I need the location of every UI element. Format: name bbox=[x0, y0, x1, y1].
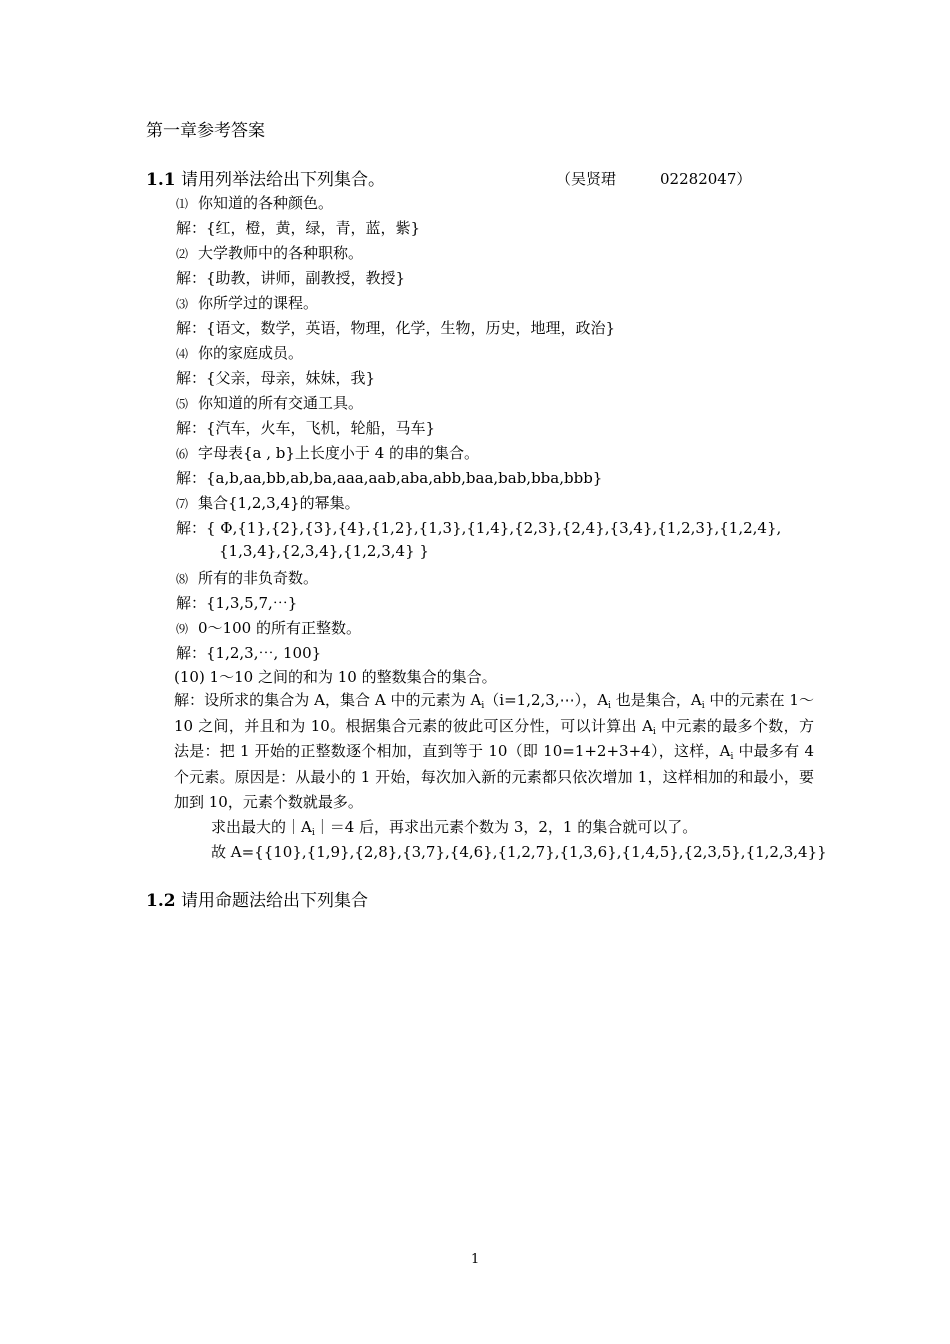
question-text: 大学教师中的各种职称。 bbox=[198, 244, 364, 262]
answer-text: 解：{ Φ,{1},{2},{3},{4},{1,2},{1,3},{1,4},{2,3},{2,4},{3,4},{1,2,3},{1,2,4}, bbox=[176, 519, 782, 537]
answer-8 bbox=[176, 592, 297, 613]
item-marker: ⑴ bbox=[176, 197, 189, 211]
section-number: 1.2 bbox=[146, 891, 176, 911]
section-heading-1-2 bbox=[146, 886, 368, 911]
line-text: ｜＝4 后，再求出元素个数为 3，2，1 的集合就可以了。 bbox=[314, 818, 698, 836]
chapter-title: 第一章参考答案 bbox=[146, 121, 265, 141]
answer-10-paragraph bbox=[174, 688, 814, 816]
subscript: i bbox=[481, 701, 485, 711]
answer-7 bbox=[176, 517, 781, 538]
answer-1 bbox=[176, 217, 420, 238]
question-2 bbox=[176, 242, 363, 263]
subscript: i bbox=[608, 701, 611, 711]
question-text: 你的家庭成员。 bbox=[198, 344, 304, 362]
question-10 bbox=[174, 666, 497, 687]
question-4 bbox=[176, 342, 303, 363]
answer-10-max bbox=[211, 816, 697, 837]
answer-3 bbox=[176, 317, 615, 338]
item-marker: ⑸ bbox=[176, 397, 189, 411]
item-marker: ⑹ bbox=[176, 447, 189, 461]
para-text: 也是集合，A bbox=[610, 691, 702, 709]
item-marker: ⑼ bbox=[176, 622, 189, 636]
question-1 bbox=[176, 192, 333, 213]
answer-text: 解：{父亲，母亲，妹妹，我} bbox=[176, 369, 376, 387]
answer-2 bbox=[176, 267, 405, 288]
para-text: 中最多有 4 个元素。原因是：从最小的 1 开始，每次加入新的元素都只依次增加 1，这样相加的和最小，要加到 10，元素个数就最多。 bbox=[174, 742, 814, 812]
subscript: i bbox=[311, 828, 315, 838]
question-text: 你知道的各种颜色。 bbox=[198, 194, 334, 212]
answer-7-continued bbox=[219, 542, 429, 560]
para-text: （i=1,2,3,⋯），A bbox=[484, 691, 609, 709]
subscript: i bbox=[701, 701, 705, 711]
item-marker: ⑺ bbox=[176, 497, 189, 511]
question-text: 你所学过的课程。 bbox=[198, 294, 319, 312]
section-title: 请用列举法给出下列集合。 bbox=[180, 170, 385, 190]
question-7 bbox=[176, 492, 360, 513]
answer-text: 解：{红，橙，黄，绿，青，蓝，紫} bbox=[176, 219, 421, 237]
line-text: 求出最大的｜A bbox=[211, 818, 312, 836]
question-3 bbox=[176, 292, 318, 313]
author-id: 02282047） bbox=[660, 170, 752, 188]
answer-text: 解：{助教，讲师，副教授，教授} bbox=[176, 269, 406, 287]
author-name: （吴贤珺 bbox=[556, 170, 617, 188]
answer-text: 解：{语文，数学，英语，物理，化学，生物，历史，地理，政治} bbox=[176, 319, 616, 337]
item-marker: ⑶ bbox=[176, 297, 189, 311]
para-text: 中的元素在 1～10 之间，并且和为 10。根据集合元素的彼此可区分性，可以计算出 A bbox=[174, 691, 814, 735]
question-text: 所有的非负奇数。 bbox=[198, 569, 319, 587]
answer-4 bbox=[176, 367, 375, 388]
answer-text: 解：{汽车，火车，飞机，轮船，马车} bbox=[176, 419, 436, 437]
section-heading-1-1 bbox=[146, 165, 385, 190]
subscript: i bbox=[730, 752, 734, 763]
answer-10-result bbox=[211, 841, 827, 862]
author-note bbox=[556, 168, 751, 189]
para-text: 解：设所求的集合为 A，集合 A 中的元素为 A bbox=[174, 691, 482, 709]
question-8 bbox=[176, 567, 318, 588]
question-6 bbox=[176, 442, 479, 463]
page-number: 1 bbox=[471, 1252, 480, 1267]
question-text: (10) 1～10 之间的和为 10 的整数集合的集合。 bbox=[174, 668, 497, 686]
item-marker: ⑷ bbox=[176, 347, 189, 361]
answer-9 bbox=[176, 642, 321, 663]
section-title: 请用命题法给出下列集合 bbox=[180, 891, 368, 911]
item-marker: ⑵ bbox=[176, 247, 189, 261]
question-text: 字母表{a , b}上长度小于 4 的串的集合。 bbox=[198, 444, 480, 462]
question-text: 0～100 的所有正整数。 bbox=[198, 619, 361, 637]
subscript: i bbox=[652, 726, 656, 737]
answer-text: {1,3,4},{2,3,4},{1,2,3,4} } bbox=[219, 542, 429, 560]
question-text: 集合{1,2,3,4}的幂集。 bbox=[198, 494, 360, 512]
question-5 bbox=[176, 392, 363, 413]
question-text: 你知道的所有交通工具。 bbox=[198, 394, 364, 412]
question-9 bbox=[176, 617, 361, 638]
para-text: 中元素的最多个数，方法是：把 1 开始的正整数逐个相加，直到等于 10（即 10=1+2+3+4），这样，A bbox=[174, 716, 814, 761]
answer-text: 解：{1,2,3,⋯, 100} bbox=[176, 644, 322, 662]
section-number: 1.1 bbox=[146, 170, 176, 190]
answer-6 bbox=[176, 467, 602, 488]
answer-text: 解：{a,b,aa,bb,ab,ba,aaa,aab,aba,abb,baa,bab,bba,bbb} bbox=[176, 469, 603, 487]
answer-5 bbox=[176, 417, 435, 438]
line-text: 故 A={{10},{1,9},{2,8},{3,7},{4,6},{1,2,7},{1,3,6},{1,4,5},{2,3,5},{1,2,3,4}} bbox=[211, 843, 827, 861]
item-marker: ⑻ bbox=[176, 572, 189, 586]
answer-text: 解：{1,3,5,7,⋯} bbox=[176, 594, 298, 612]
